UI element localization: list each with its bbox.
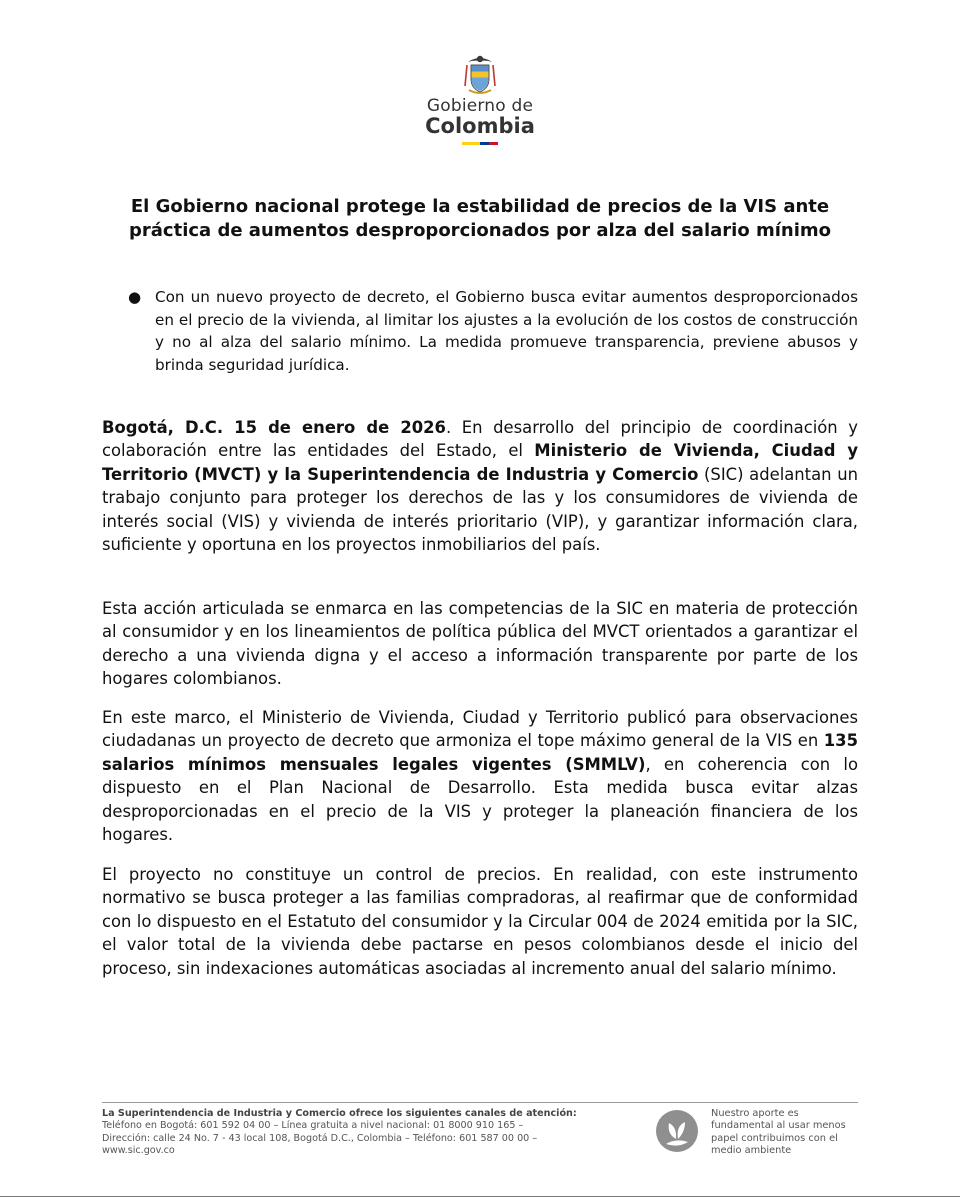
footer-contact [102,1108,582,1158]
paragraph-3 [102,706,858,846]
footer-heading: La Superintendencia de Industria y Comercio ofrece los siguientes canales de atención: [102,1108,577,1119]
entities-bold: Ministerio de Vivienda, Ciudad y Territorio (MVCT) y la Superintendencia de Industria y Comercio [102,441,859,484]
footer-address: Dirección: calle 24 No. 7 - 43 local 108, Bogotá D.C., Colombia – Teléfono: 601 587 00 00 – [102,1132,538,1144]
leaf-environment-icon [654,1108,700,1154]
eco-line-1: Nuestro aporte es [711,1108,799,1119]
gobierno-label: Gobierno de [426,96,534,116]
eco-line-3: papel contribuimos con el [711,1132,838,1144]
eco-line-4: medio ambiente [711,1145,792,1157]
paragraph-1-text-b: (SIC) adelantan un trabajo conjunto para proteger los derechos de las y los consumidores de vivienda de interés social (VIS) y vivienda de interés prioritario (VIP), y garantizar información clara, suficiente y oportuna en los proyectos inmobiliarios del país. [102,464,858,555]
dateline: Bogotá, D.C. 15 de enero de 2026 [102,418,446,437]
paragraph-3-text-b: , en coherencia con lo dispuesto en el Plan Nacional de Desarrollo. Esta medida busca evitar alzas desproporcionadas en el precio de la VIS y proteger la planeación financiera de los hogares. [102,754,858,845]
title-line-2: práctica de aumentos desproporcionados por alza del salario mínimo [129,220,831,241]
title-line-1: El Gobierno nacional protege la estabilidad de precios de la VIS ante [130,196,830,217]
paragraph-3-text-a: En este marco, el Ministerio de Vivienda, Ciudad y Territorio publicó para observaciones ciudadanas un proyecto de decreto que armoniza el tope máximo general de la VIS en [102,708,858,751]
paragraph-1 [102,416,858,556]
flag-red [489,142,498,145]
smmlv-bold: 135 salarios mínimos mensuales legales vigentes (SMMLV) [102,731,858,774]
paragraph-1-text-a: . En desarrollo del principio de coordinación y colaboración entre las entidades del Estado, el [102,418,858,461]
summary-text: Con un nuevo proyecto de decreto, el Gobierno busca evitar aumentos desproporcionados en el precio de la vivienda, al limitar los ajustes a la evolución de los costos de construcción y no al alza del salario mínimo. La medida promueve transparencia, previene abusos y brinda seguridad jurídica. [155,288,858,374]
flag-blue [480,142,489,145]
footer-phones: Teléfono en Bogotá: 601 592 04 00 – Línea gratuita a nivel nacional: 01 8000 910 165 – [102,1120,524,1132]
summary-bullet [128,286,858,376]
paragraph-4: El proyecto no constituye un control de precios. En realidad, con este instrumento normativo se busca proteger a las familias compradoras, al reafirmar que de conformidad con lo dispuesto en el Estatuto del consumidor y la Circular 004 de 2024 emitida por la SIC, el valor total de la vivienda debe pactarse en pesos colombianos desde el inicio del proceso, sin indexaciones automáticas asociadas al incremento anual del salario mínimo. [102,865,858,978]
flag-yellow [462,142,480,145]
colombia-label: Colombia [425,114,535,138]
footer-divider [102,1102,858,1103]
footer-eco-note [711,1108,861,1158]
paragraph-2: Esta acción articulada se enmarca en las competencias de la SIC en materia de protección al consumidor y en los lineamientos de política pública del MVCT orientados a garantizar el derecho a una vivienda digna y el acceso a información transparente por parte de los hogares colombianos. [102,599,858,689]
government-logo [0,52,960,145]
page-bottom-border [0,1196,960,1197]
flag-stripe [462,142,498,145]
colombia-coat-of-arms-icon [460,52,500,96]
eco-line-2: fundamental al usar menos [711,1120,846,1132]
bullet-icon: ● [128,288,142,306]
footer-website: www.sic.gov.co [102,1145,175,1157]
press-release-title [100,195,860,243]
